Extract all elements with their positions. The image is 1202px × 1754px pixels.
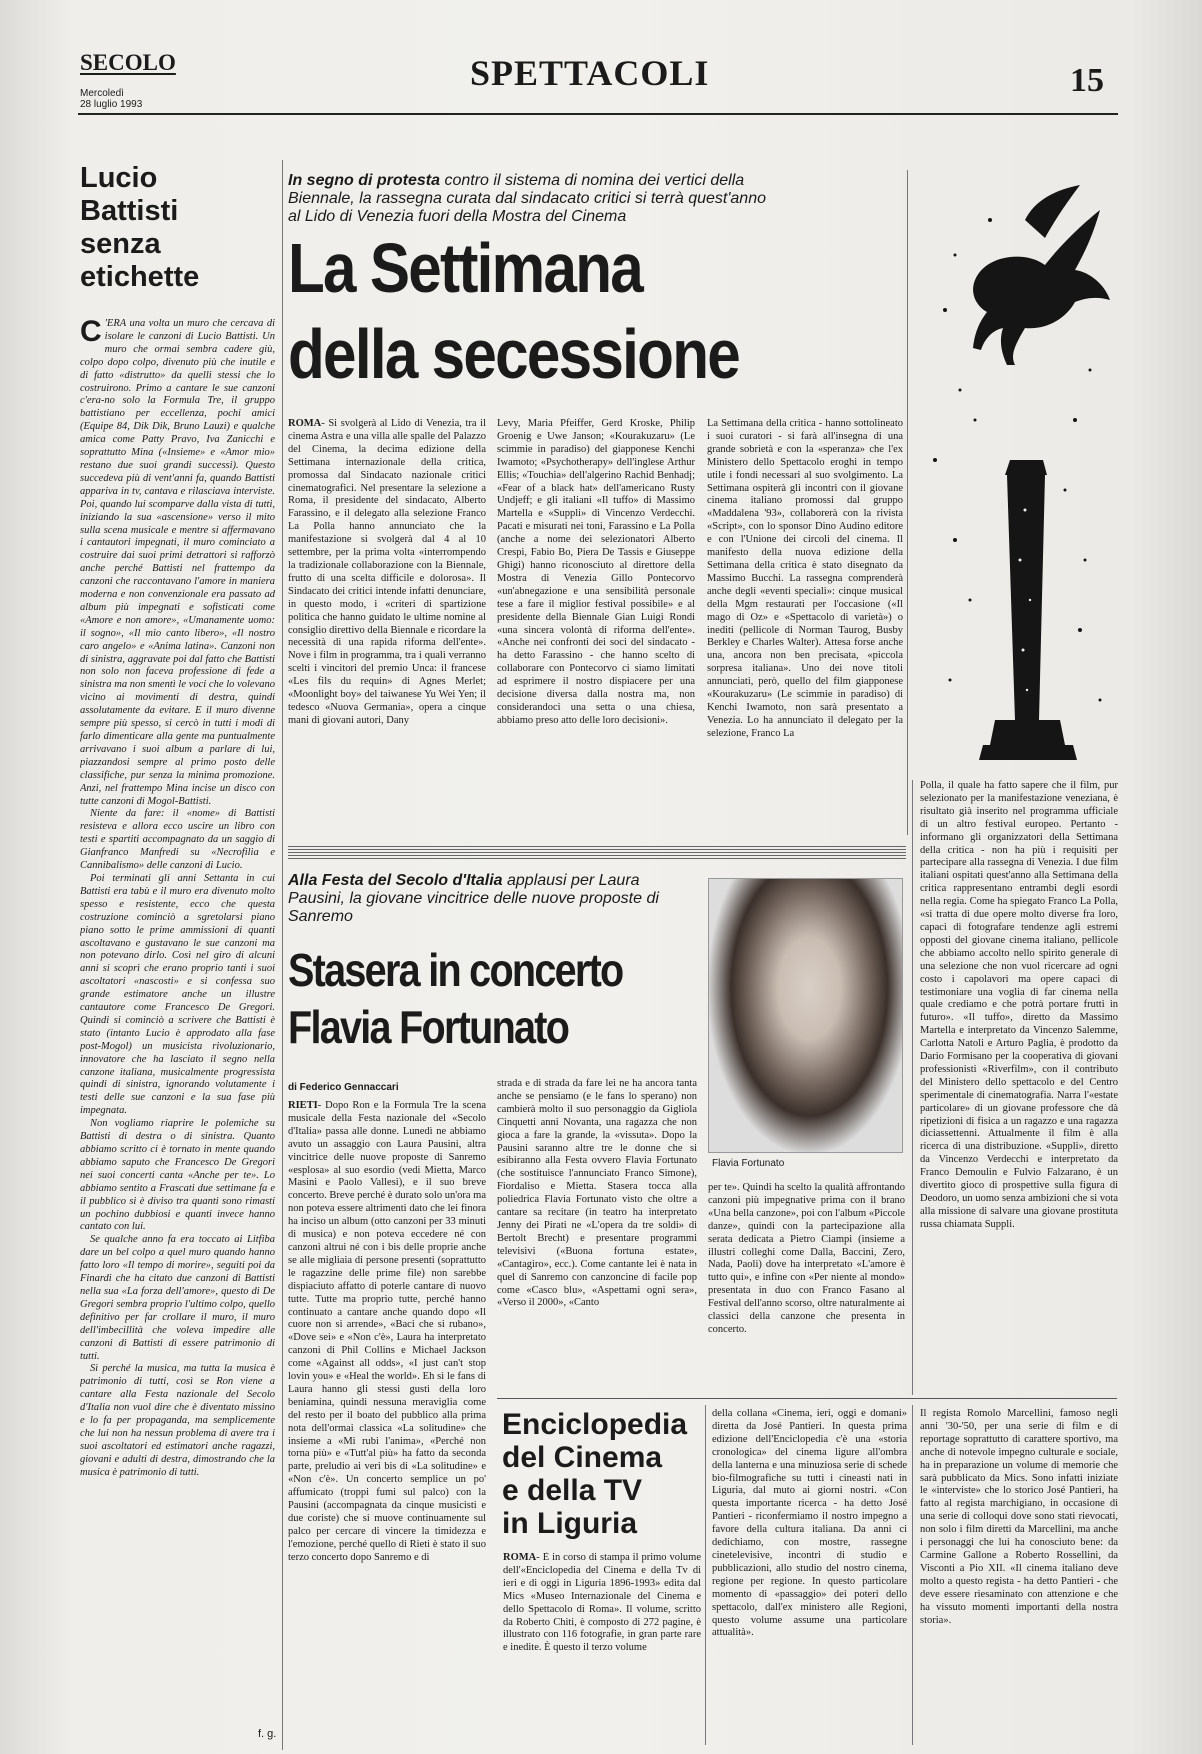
fortunato-byline: di Federico Gennaccari xyxy=(288,1082,399,1093)
fortunato-column-3: per te». Quindi ha scelto la qualità affrontando canzoni più impegnative prima con il brano «Una bella canzone», poi con l'album «Piccole danze», quindi con la partecipazione alla serata dedicata a Pietro Ciampi (insieme a illustri colleghi come Dalla, Baccini, Zero, Nada, Paoli) dove ha interpretato «L'amore è tutto qui», e infine con «Per niente al mondo» presentata in duo con Franco Fasano al Festival dell'anno scorso, oltre naturalmente ai classici della canzone che presenta in concerto. xyxy=(708,1182,905,1335)
battisti-headline xyxy=(80,162,260,294)
column-divider xyxy=(907,170,908,835)
column-divider xyxy=(282,160,283,1750)
settimana-headline-line2: della secessione xyxy=(288,315,740,393)
enciclopedia-headline-line: e della TV xyxy=(502,1474,643,1507)
battisti-signature: f. g. xyxy=(258,1728,277,1740)
enciclopedia-headline-line: in Liguria xyxy=(502,1507,637,1540)
battisti-headline-line: Battisti xyxy=(80,195,179,227)
issue-day: 28 luglio 1993 xyxy=(80,99,143,110)
enciclopedia-dateline: ROMA xyxy=(503,1552,537,1563)
fortunato-headline-line1: Stasera in concerto xyxy=(288,944,623,996)
settimana-column-2: Levy, Maria Pfeiffer, Gerd Kroske, Philip Groenig e Uwe Janson; «Kourakuzaru» (Le scimmie in paradiso) del giapponese Kenchi Iwamoto; «Psychotherapy» dell'inglese Arthur Ellis; «Touchia» dell'algerino Rachid Benhadj; «Fear of a black hat» dell'americano Rusty Undjeff; e gli italiani «Il tuffo» di Massimo Martella e «Suppli» di Vincenzo Verdecchi. Pacati e misurati nei toni, Farassino e La Polla (anche a nome dei selezionatori Alberto Crespi, Fabio Bo, Piera De Tassis e Giuseppe Ghigi) hanno riconosciuto al direttore della Mostra di Venezia Gillo Pontecorvo «un'abnegazione e una sensibilità personale tese a fare il miglior festival possibile» e al presidente della Biennale Gian Luigi Rondi «una sincera volontà di riforma dell'ente». «Anche nei confronti dei soci del sindacato - ha detto Farassino - che hanno scelto di collaborare con Pontecorvo ci siamo limitati ad esprimere il nostro dispiacere per una decisione diversa dalla nostra ma, non considerandoci una setta o una chiesa, abbiamo preso atto delle loro decisioni». xyxy=(497,418,695,726)
settimana-column-3: La Settimana della critica - hanno sottolineato i suoi curatori - si farà all'insegna di una grande sobrietà e con la «speranza» che l'ex Ministero dello Spettacolo eroghi in tempo utile i fondi necessari al suo svolgimento. La Settimana ospiterà gli incontri con il giovane cinema italiano promossi dal gruppo «Maddalena '93», collaborerà con la rivista «Script», con lo sponsor Dino Audino editore e con l'Unione dei circoli del cinema. Il manifesto della nuova edizione della Settimana della critica è stato disegnato da Massimo Bucchi. La rassegna comprenderà anche degli «eventi speciali»: cinque musical della Mgm restaurati per l'occasione («Il mago di Oz» e «Spettacolo di varietà») o inediti (pellicole di Norman Taurog, Busby Berkley e Charles Walter). Attesa forse anche una, ancora non ben precisata, «piccola sorpresa italiana». Uno dei nove titoli annunciati, però, quello del film giapponese «Kourakuzaru» (Le scimmie in paradiso) di Kenchi Iwamoto, non sarà presentato a Venezia. Lo ha annunciato il delegato per la selezione, Franco La xyxy=(707,418,903,739)
battisti-paragraph: Poi terminati gli anni Settanta in cui Battisti era tabù e il muro era divenuto molto spesso e resistente, ecco che questa costruzione cominciò a sgretolarsi piano piano sotto le prime ammissioni di quanti ascoltavano e gustavano le sue canzoni ma non potevano dirlo. Così nel giro di alcuni anni si scoprì che erano proprio tanti i suoi ascoltatori «nascosti» e si confessa suo grande estimatore anche un illustre cantautore come Francesco De Gregori. Quindi si cominciò a scrivere che Battisti è stato (intanto Lucio è approdato alla fase post-Mogol) un musicista rivoluzionario, innovatore che ha lasciato il segno nella canzone italiana, musicalmente progressista quindi di sinistra, ignorando volutamente i testi delle sue canzoni e la sua fase più impegnata. xyxy=(80,872,275,1117)
battisti-headline-line: etichette xyxy=(80,261,200,293)
article-rule xyxy=(497,1398,1117,1399)
battisti-paragraph: Sì perché la musica, ma tutta la musica è patrimonio di tutti, così se Ron viene a cantare alla Festa nazionale del Secolo d'Italia non vuol dire che è diventato missino e lo fa per propaganda, ma semplicemente che lui non ha nessun problema di avere tra i suoi ascoltatori ed estimatori anche ragazzi, giovani e adulti di destra, dimostrando che la musica è patrimonio di tutti. xyxy=(80,1363,275,1478)
article-separator xyxy=(288,845,906,859)
column-divider xyxy=(912,780,913,1395)
flavia-fortunato-photo xyxy=(708,878,903,1153)
battisti-headline-line: Lucio xyxy=(80,162,158,194)
enciclopedia-column-1: ROMA- È in corso di stampa il primo volume dell'«Enciclopedia del Cinema e della Tv di ieri e di oggi in Liguria 1896-1993» edita dal Mics «Museo Internazionale del Cinema e dello Spettacolo di Roma». Il volume, scritto da Roberto Chiti, è composto di 272 pagine, è illustrato con 116 fotografie, in gran parte rare e inedite. È questo il terzo volume xyxy=(503,1552,701,1654)
enciclopedia-column-2: della collana «Cinema, ieri, oggi e domani» diretta da José Pantieri. In questa prima edizione dell'Enciclopedia c'è una «storia cronologica» del cinema ligure all'ombra della lanterna e una minuziosa serie di schede bio-filmografiche su tutti i cineasti nati in Liguria, dal muto ai giorni nostri. «Con questa importante ricerca - ha detto José Pantieri - riconfermiamo il nostro impegno a favore della cultura italiana. Da anni ci dedichiamo, con mostre, rassegne cinetelevisive, incontri di studio e pubblicazioni, allo studio del nostro cinema, regione per regione. In questo particolare momento di «passaggio» dei poteri dello spettacolo, dall'ex ministero alle Regioni, questo volume assume una particolare attualità». xyxy=(712,1408,907,1639)
fortunato-headline-line2: Flavia Fortunato xyxy=(288,1001,569,1053)
battisti-paragraph: C 'ERA una volta un muro che cercava di isolare le canzoni di Lucio Battisti. Un muro che ormai sembra cadere giù, colpo dopo colpo, divenuto più che inutile e di fatto «distrutto» da quelli stessi che lo costruirono. Primo a cantare le sue canzoni c'era-no solo la Formula Tre, il gruppo battistiano per eccellenza, pochi amici (Equipe 84, Dik Dik, Bruno Lauzi) e qualche amica come Patty Pravo, Iva Zanicchi e soprattutto Mina («Insieme» e «Amor mio» restano due suoi grandi successi). Questo succedeva più di vent'anni fa, quando Battisti appariva in tv, cantava e rilasciava interviste. Poi, quando lui scomparve dalla vista di tutti, iniziando la sua «ascensione» verso il mito sulla scena musicale e mentre si affermavano i cantautori impegnati, il muro cominciato a costruire dai suoi primi detrattori si rafforzò anche perché Battisti nel frattempo da canzoni che raccontavano l'amore in maniera moderna e non convenzionale era passato ad album più impegnati e sofisticati come «Amore e non amore», «Umanamente uomo: il sogno», «Il mio canto libero», «Il nostro caro angelo» e «Anima latina». Canzoni non di sinistra, aggravate poi dal fatto che Battisti non solo non faceva professione di fede a sinistra ma non smentì le voci che lo volevano vicino ai movimenti di destra, quindi assolutamente da evitare. E il muro divenne sempre più spesso, si cercò in tutti i modi di farlo dimenticare alla gente ma puntualmente arrivavano i suoi album a parlare di lui, piazzandosi sempre al primo posto delle classifiche, pur senza la minima promozione. Anzi, nel frattempo Mina incise un disco con tutte canzoni di Mogol-Battisti. xyxy=(80,318,275,807)
lion-column-illustration xyxy=(915,160,1120,775)
column-divider xyxy=(912,1405,913,1745)
enciclopedia-column-3: Il regista Romolo Marcellini, famoso negli anni '30-'50, per una serie di film e di reportage soprattutto di carattere sportivo, ma anche di notevole impegno culturale e sociale, ha in preparazione un volume di memorie che sarà pubblicato da Mics. Sono infatti iniziate le «interviste» che lo storico José Pantieri, ha fatto al regista marchigiano, in occasione di una serie di colloqui dove sono stati rievocati, non solo i film diretti da Marcellini, ma anche i personaggi che lui ha conosciuto bene: da Carmine Gallone a Roberto Rossellini, da Visconti a Pio XII. «Il cinema italiano deve molto a questo regista - ha detto Pantieri - che deve essere riesaminato con attenzione e che ha vissuto momenti importanti della nostra storia». xyxy=(920,1408,1118,1626)
enciclopedia-headline-line: Enciclopedia xyxy=(502,1408,688,1441)
fortunato-column-1: RIETI- Dopo Ron e la Formula Tre la scena musicale della Festa nazionale del «Secolo d'Italia» passa alle donne. Lunedì ne abbiamo avuto un assaggio con Laura Pausini, altra vincitrice delle nuove proposte di Sanremo «esplosa» al suo esordio (vedi Mietta, Marco Masini e Paolo Vallesi), e il suo breve concerto. Breve perché è durato solo un'ora ma non poteva essere altrimenti dato che lei finora ha inciso un album (otto canzoni per 33 minuti di musica) e non poteva eccedere né con canzoni altrui né con i bis delle proprie anche se alle migliaia di persone presenti (soprattutto le ragazzine delle prime file) non sarebbe dispiaciuto affatto di poterle cantare di nuovo tutte. Tutte ma proprio tutte, perché hanno continuato a cantare anche quando dopo «Il cuore non si arrende», «Baci che si rubano», «Dove sei» e «Non c'è», Laura ha interpretato canzoni di Phil Collins e Michael Jackson come «Against all odds», «I just can't stop lovin you» e «Heal the world». Eh sì le fans di Laura hanno gli stessi gusti della loro beniamina, quindi nessuna meraviglia come del resto per il boato del pubblico alla prima nota dell'ormai classica «La solitudine» che insieme a «Mi rubi l'anima», «Perché non torna più» e «Tutt'al più» ha fatto da seconda parte, preludio ai veri bis di «La solitudine» e «Non c'è». Un concerto semplice un po' affumicato (troppi fumi sul palco) con la Pausini (accompagnata da cinque musicisti e due coriste) che si muove continuamente sul palco per cercare di vincere la timidezza e l'emozione, perché quello di Rieti è stato il suo terzo concerto dopo Sanremo e di xyxy=(288,1100,486,1563)
fortunato-column-2: strada e di strada da fare lei ne ha ancora tanta anche se pensiamo (e le fans lo sperano) non cambierà molto il suo personaggio da Gigliola Cinquetti anni Novanta, una ragazza che non gioca a fare la grande, la «vissuta». Dopo la Pausini saranno altre tre le donne che si esibiranno alla Festa ovvero Flavia Fortunato (che sostituisce l'annunciato Franco Simone), Fiordaliso e Mietta. Stasera tocca alla poliedrica Flavia Fortunato visto che oltre a cantare sa recitare (in teatro ha interpretato Jenny dei Pirati ne «L'opera da tre soldi» di Bertolt Brecht) e presentare programmi televisivi («Buona fortuna estate», «Cantagiro», ecc.). Come cantante lei è nata in quel di Sanremo con canzoncine di facile pop come «Casco blu», «Aspettami ogni sera», «Verso il 2000», «Canto xyxy=(497,1078,697,1309)
battisti-paragraph: Niente da fare: il «nome» di Battisti resisteva e allora ecco uscire un libro con testi e spartiti accompagnato da un saggio di Gianfranco Manfredi su «Necrofilia e Cannibalismo» delle canzoni di Lucio. xyxy=(80,808,275,872)
page-number: 15 xyxy=(1070,62,1104,99)
battisti-paragraph: Non vogliamo riaprire le polemiche su Battisti di destra o di sinistra. Quanto abbiamo scritto ci è tornato in mente quando abbiamo saputo che Francesco De Gregori nei suoi concerti canta «Anche per te». Lo abbiamo sentito a Frascati due settimane fa e il pubblico si è diviso tra quanti sono rimasti un pochino dubbiosi e quanti invece hanno cantato con lui. xyxy=(80,1118,275,1233)
winged-lion-icon xyxy=(915,160,1120,775)
settimana-column-1: ROMA- Si svolgerà al Lido di Venezia, tra il cinema Astra e una villa alle spalle del Palazzo del Cinema, la decima edizione della Settimana internazionale della critica, promossa dal Sindacato nazionale critici cinematografici. Nel presentare la selezione a Roma, il presidente del sindacato, Alberto Farassino, e il delegato alla selezione Franco La Polla hanno annunciato che la manifestazione si svolgerà dal 4 al 10 settembre, per la prima volta «interrompendo la tradizionale collaborazione con la Biennale, frutto di una scelta difficile e dolorosa». Il Sindacato dei critici intende infatti denunciare, in questo modo, i «criteri di spartizione politica che hanno guidato le ultime nomine al consiglio direttivo della Biennale e ricordare la necessità di una rapida riforma dell'ente». Nove i film in programma, tra i quali verranno scelti i vincitori del premio Unca: il francese «Les fils du requin» di Agnes Merlet; «Moonlight boy» del taiwanese Yu Wei Yen; il tedesco «Nuova Germania», opera a cinque mani di giovani autori, Dany xyxy=(288,418,486,726)
settimana-column-4: Polla, il quale ha fatto sapere che il film, pur selezionato per la manifestazione veneziana, è risultato già inserito nel programma ufficiale di un altro festival europeo. Pertanto - informano gli organizzatori della Settimana della critica - non ha più i requisiti per partecipare alla rassegna di Venezia. I due film italiani ospitati quest'anno alla Settimana della critica rappresentano entrambi degli esordi nella regia. Come ha spiegato Franco La Polla, «si tratta di due opere molto diverse fra loro, capaci di fotografare tendenze agli estremi opposti del giovane cinema italiano, pellicole che abbiamo accolto nello spirito generale di una selezione che non vuol ricercare ad ogni costo i capolavori ma opere capaci di testimoniare una voglia di far cinema nella quale crediamo e che potrà portare frutti in futuro». «Il tuffo», diretto da Massimo Martella e interpretato da Vincenzo Salemme, Carlotta Natoli e Arturo Paglia, è prodotto da Dario Formisano per la cooperativa di giovani professionisti «Riverfilm», con il contributo del Ministero dello spettacolo e del Centro sperimentale di cinematografia. Narra l'«estate particolare» di un giovane professore che dà ripetizioni di fisica a un ragazzo e una ragazza diciassettenni. Attualmente il film è alla ricerca di una distribuzione. «Suppli», diretto da Vincenzo Verdecchi e interpretato da Franco Demoulin e Fulvio Falzarano, è un divertito gioco di prospettive sulla figura di Deodoro, un uomo senza ambizioni che si vota alla missione di salvare una giovane prostituta russa chiamata Suppli. xyxy=(920,780,1118,1230)
settimana-headline-line1: La Settimana xyxy=(288,229,643,307)
battisti-headline-line: senza xyxy=(80,228,161,260)
fortunato-kicker: Alla Festa del Secolo d'Italia applausi per Laura Pausini, la giovane vincitrice delle nuove proposte di Sanremo xyxy=(288,872,659,925)
battisti-dropcap: C xyxy=(80,318,102,348)
settimana-kicker: In segno di protesta contro il sistema di nomina dei vertici della Biennale, la rassegna curata dal sindacato critici si terrà quest'anno al Lido di Venezia fuori della Mostra del Cinema xyxy=(288,172,766,225)
masthead-rule xyxy=(78,113,1118,115)
enciclopedia-headline xyxy=(502,1408,702,1540)
photo-caption: Flavia Fortunato xyxy=(712,1158,785,1169)
issue-date xyxy=(80,88,170,110)
battisti-paragraph: Se qualche anno fa era toccato ai Litfiba dare un bel colpo a quel muro quando hanno fatto loro «Il tempo di morire», seguiti poi da Finardi che ha citato due canzoni di Battisti nella sua «La forza dell'amore», questo di De Gregori sembra proprio l'ultimo colpo, quello definitivo per far crollare il muro, il muro dell'imbecillità che voleva impedire alle canzoni di Battisti di essere patrimonio di tutti. xyxy=(80,1234,275,1362)
section-title: SPETTACOLI xyxy=(470,53,710,93)
issue-weekday: Mercoledì xyxy=(80,88,124,99)
battisti-article-body xyxy=(80,318,275,1728)
fortunato-dateline: RIETI xyxy=(288,1100,318,1111)
enciclopedia-headline-line: del Cinema xyxy=(502,1441,663,1474)
newspaper-logo: SECOLO xyxy=(80,50,176,75)
column-divider xyxy=(705,1405,706,1745)
settimana-dateline: ROMA xyxy=(288,418,322,429)
